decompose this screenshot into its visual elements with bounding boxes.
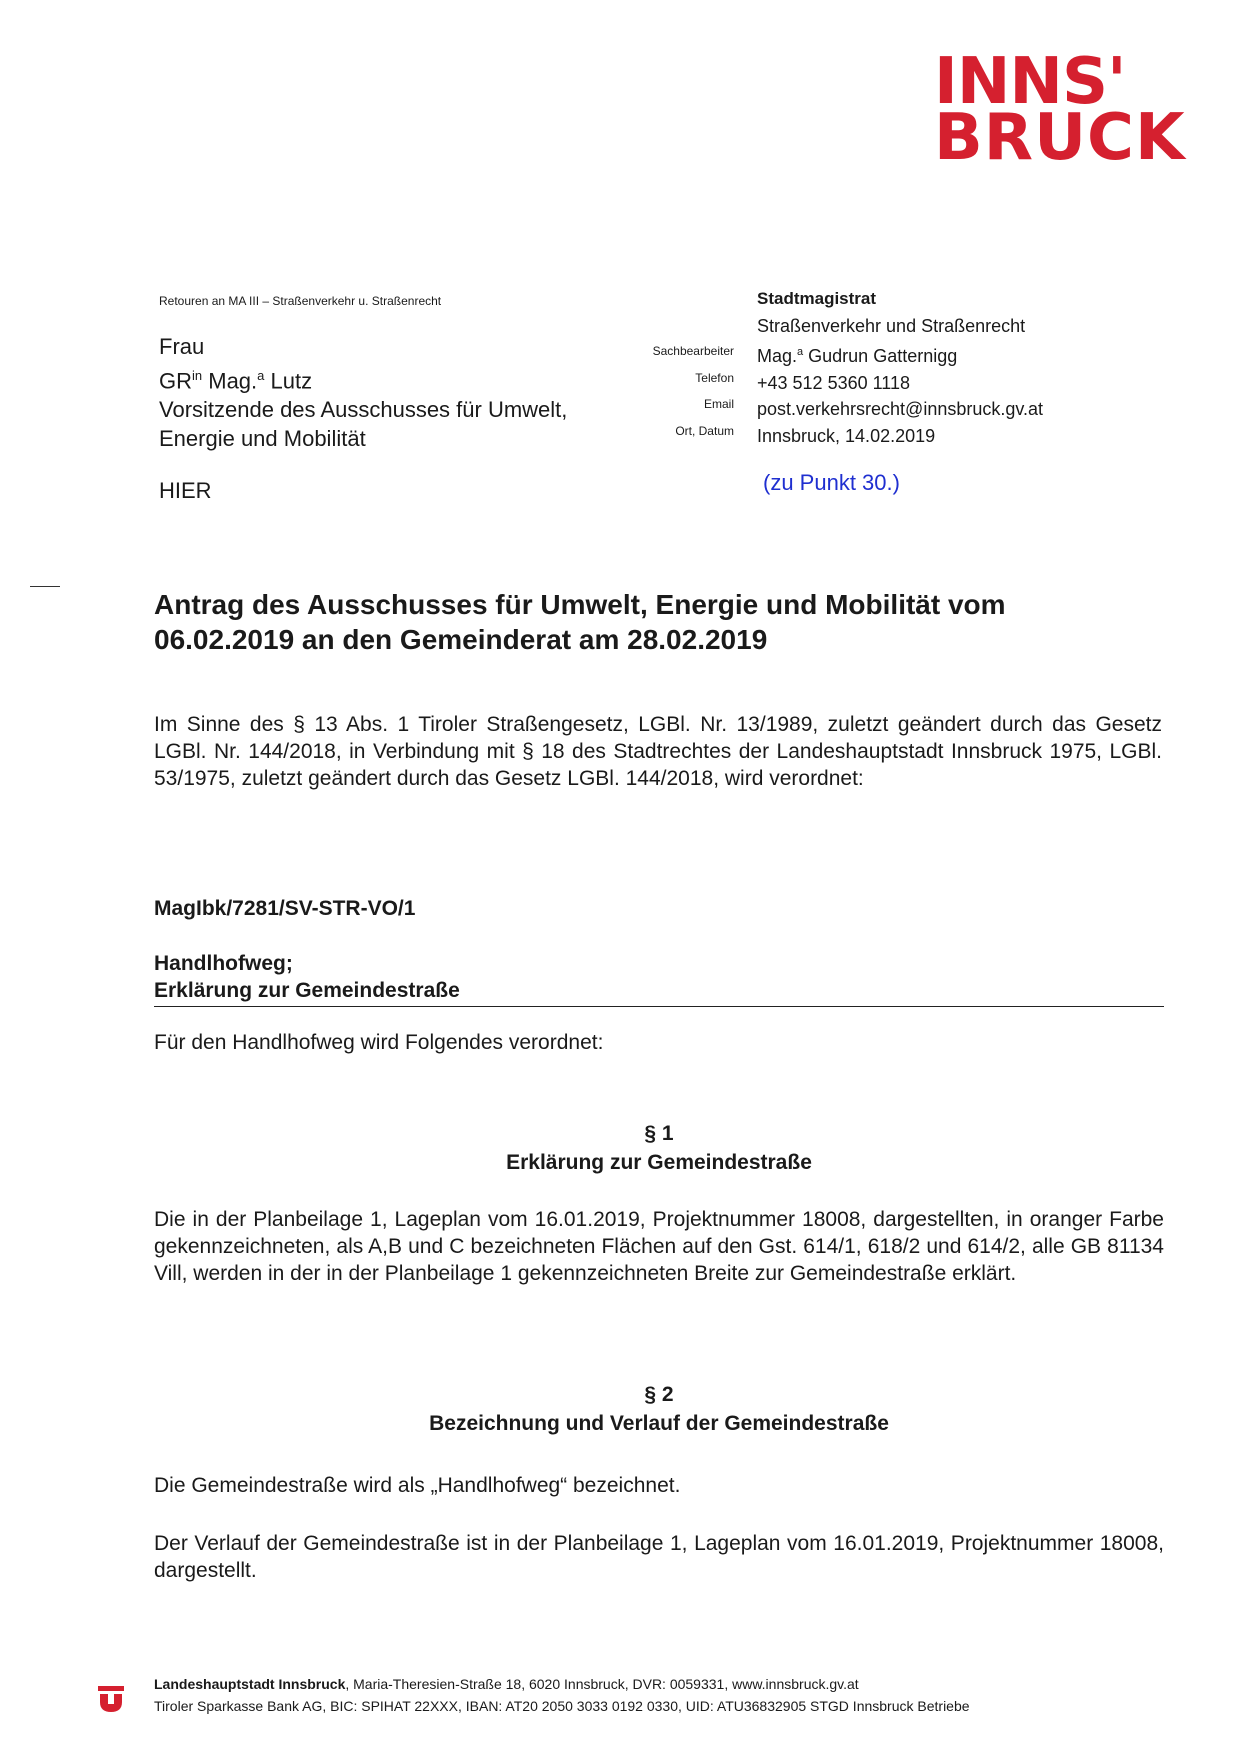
- agenda-annotation: (zu Punkt 30.): [763, 470, 900, 495]
- footer-line-2: Tiroler Sparkasse Bank AG, BIC: SPIHAT 22XXX, IBAN: AT20 2050 3033 0192 0330, UID: ATU36832905 STGD Innsbruck Betriebe: [154, 1698, 970, 1714]
- section-2-heading: [154, 1380, 1164, 1438]
- recipient-location: HIER: [159, 478, 212, 503]
- footer: [154, 1673, 970, 1717]
- section-1-title: Erklärung zur Gemeindestraße: [506, 1151, 812, 1174]
- intro-sentence: Für den Handlhofweg wird Folgendes verordnet:: [154, 1031, 604, 1054]
- sender-place-date: Innsbruck, 14.02.2019: [757, 425, 936, 446]
- crest-top-bar: [98, 1686, 124, 1691]
- section-1-heading: [154, 1119, 1164, 1177]
- city-crest-icon: [96, 1682, 126, 1714]
- label-clerk: Sachbearbeiter: [652, 344, 734, 358]
- recipient-salutation: Frau: [159, 334, 205, 359]
- recipient-name: $GR^{in}$ Mag.$^a$ Lutz: [159, 368, 313, 394]
- recipient-role-line-2: Energie und Mobilität: [159, 426, 366, 452]
- subject-divider: [154, 1006, 1164, 1007]
- section-2-paragraph-1: Die Gemeindestraße wird als „Handlhofweg“ bezeichnet.: [154, 1474, 681, 1497]
- reference-number: MagIbk/7281/SV-STR-VO/1: [154, 897, 416, 920]
- footer-line-1: Landeshauptstadt Innsbruck, Maria-Theresien-Straße 18, 6020 Innsbruck, DVR: 0059331, www.innsbruck.gv.at: [154, 1676, 859, 1692]
- preamble-paragraph: Im Sinne des § 13 Abs. 1 Tiroler Straßengesetz, LGBl. Nr. 13/1989, zuletzt geändert durch das Gesetz LGBl. Nr. 144/2018, in Verbindung mit § 18 des Stadtrechtes der Landeshauptstadt Innsbruck 1975, LGBl. 53/1975, zuletzt geändert durch das Gesetz LGBl. 144/2018, wird verordnet:: [154, 713, 1162, 790]
- section-2-number: § 2: [644, 1383, 674, 1406]
- fold-mark: [30, 586, 60, 587]
- label-email: Email: [703, 397, 734, 411]
- recipient-address: [159, 332, 567, 453]
- sender-meta-labels: [560, 338, 734, 444]
- section-1-paragraph: Die in der Planbeilage 1, Lageplan vom 16.01.2019, Projektnummer 18008, dargestellten, in oranger Farbe gekennzeichneten, als A,B und C bezeichneten Flächen auf den Gst. 614/1, 618/2 und 614/2, alle GB 81134 Vill, werden in der in der Planbeilage 1 gekennzeichneten Breite zur Gemeindestraße erklärt.: [154, 1208, 1164, 1285]
- sender-phone: +43 512 5360 1118: [757, 372, 910, 393]
- section-2-title: Bezeichnung und Verlauf der Gemeindestraße: [429, 1412, 889, 1435]
- crest-line: [98, 1692, 124, 1694]
- label-phone: Telefon: [695, 370, 734, 385]
- subject: [154, 950, 460, 1004]
- sender-clerk: Mag.$^a$ Gudrun Gatternigg: [757, 346, 958, 366]
- section-2-paragraph-2: Der Verlauf der Gemeindestraße ist in der Planbeilage 1, Lageplan vom 16.01.2019, Projektnummer 18008, dargestellt.: [154, 1532, 1164, 1582]
- subject-line-1: Handlhofweg;: [154, 952, 293, 975]
- document-title: Antrag des Ausschusses für Umwelt, Energie und Mobilität vom 06.02.2019 an den Gemeinderat am 28.02.2019: [154, 589, 1006, 655]
- logo-line-1: INNS': [934, 45, 1126, 119]
- subject-line-2: Erklärung zur Gemeindestraße: [154, 979, 460, 1002]
- crest-gap: [108, 1694, 114, 1704]
- sender-org: Stadtmagistrat: [757, 289, 877, 308]
- label-place-date: Ort, Datum: [675, 423, 734, 438]
- sender-email: post.verkehrsrecht@innsbruck.gv.at: [757, 399, 1044, 419]
- logo-line-2: BRUCK: [934, 101, 1186, 175]
- section-1-number: § 1: [644, 1122, 674, 1145]
- return-address: Retouren an MA III – Straßenverkehr u. Straßenrecht: [159, 294, 442, 308]
- recipient-role-line-1: Vorsitzende des Ausschusses für Umwelt,: [159, 397, 568, 423]
- sender-info: [757, 286, 1043, 449]
- innsbruck-logo: [934, 45, 1186, 175]
- sender-dept: Straßenverkehr und Straßenrecht: [757, 315, 1026, 336]
